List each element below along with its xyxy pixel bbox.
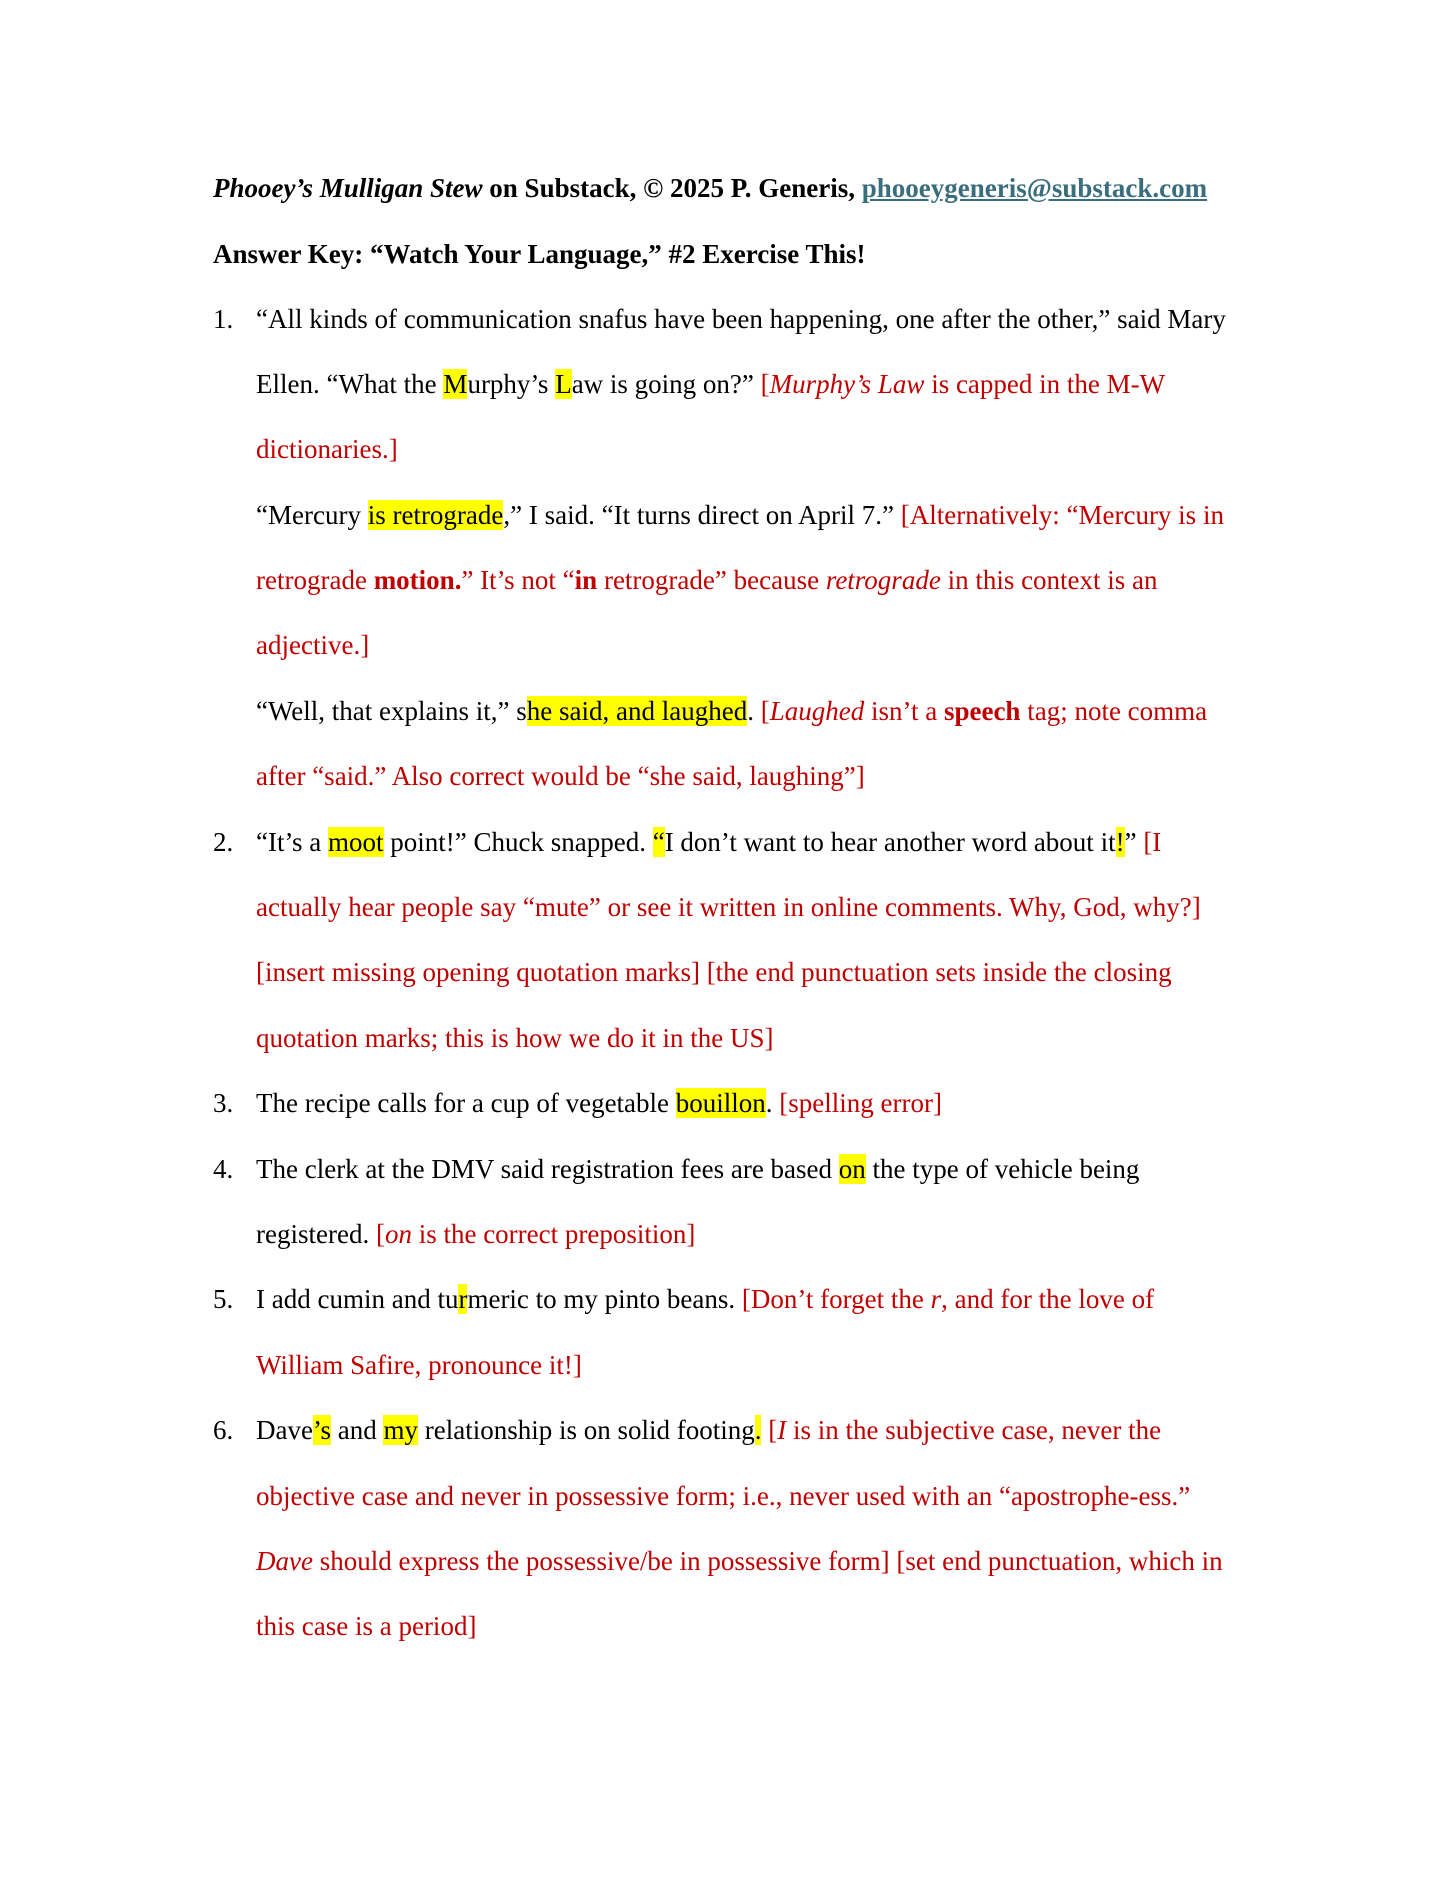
item-number-2: 2. — [213, 827, 234, 857]
highlighted-correction: my — [383, 1415, 418, 1445]
header-byline — [213, 171, 1207, 205]
correction-note: ” It’s not “ — [461, 565, 575, 595]
correction-note: r — [930, 1284, 942, 1314]
document-title: Answer Key: “Watch Your Language,” #2 Exercise This! — [213, 239, 866, 269]
sentence-text: Dave — [256, 1415, 313, 1445]
correction-note: after “said.” Also correct would be “she said, laughing”] — [256, 761, 865, 791]
highlighted-correction: . — [754, 1415, 762, 1445]
correction-note: retrograde — [256, 565, 374, 595]
correction-note: [I — [1143, 827, 1162, 857]
correction-note: , and for the love of — [941, 1284, 1155, 1314]
sentence-text: ,” I said. “It turns direct on April 7.” — [503, 500, 901, 530]
sentence-text: “All kinds of communication snafus have been happening, one after the other,” said Mary — [256, 304, 1226, 334]
correction-note: [ — [375, 1219, 385, 1249]
highlighted-correction: moot — [327, 827, 384, 857]
item-4-line-2 — [256, 1217, 695, 1251]
item-5-line-2 — [256, 1348, 582, 1382]
highlighted-correction: on — [838, 1154, 866, 1184]
highlighted-correction: ’s — [312, 1415, 331, 1445]
sentence-text: and — [330, 1415, 384, 1445]
publication-name: Phooey’s Mulligan Stew — [213, 173, 483, 203]
correction-note: Murphy’s Law — [769, 369, 925, 399]
correction-note: retrograde — [825, 565, 941, 595]
sentence-text: relationship is on solid footing — [417, 1415, 755, 1445]
sentence-text: . — [747, 696, 761, 726]
correction-note: adjective.] — [256, 630, 370, 660]
byline-text: on Substack, © 2025 P. Generis, — [482, 173, 862, 203]
correction-note: in this context is an — [940, 565, 1158, 595]
item-1-line-4 — [256, 498, 1224, 532]
correction-note: Dave — [256, 1546, 313, 1576]
sentence-text: “Mercury — [256, 500, 368, 530]
correction-note: I — [777, 1415, 787, 1445]
sentence-text: the type of vehicle being — [865, 1154, 1140, 1184]
highlighted-correction: bouillon — [675, 1088, 766, 1118]
item-5-line-1 — [256, 1282, 1154, 1316]
highlighted-correction: he said, and laughed — [526, 696, 748, 726]
correction-note: [insert missing opening quotation marks] [the end punctuation sets inside the closing — [256, 957, 1172, 987]
item-number-6: 6. — [213, 1415, 234, 1445]
correction-note: dictionaries.] — [256, 434, 398, 464]
correction-note: [Alternatively: “Mercury is in — [900, 500, 1224, 530]
correction-note: [spelling error] — [779, 1088, 942, 1118]
item-1-line-3 — [256, 432, 398, 466]
correction-note: in — [574, 565, 598, 595]
correction-note: is in the subjective case, never the — [786, 1415, 1162, 1445]
sentence-text: urphy’s — [467, 369, 556, 399]
item-1-line-2 — [256, 367, 1165, 401]
email-link[interactable]: phooeygeneris@substack.com — [861, 173, 1208, 203]
sentence-text: aw is going on?” — [571, 369, 761, 399]
item-1-line-8 — [256, 759, 865, 793]
sentence-text: I don’t want to hear another word about it — [664, 827, 1116, 857]
correction-note: speech — [943, 696, 1021, 726]
sentence-text: . — [765, 1088, 780, 1118]
item-2-line-3 — [256, 955, 1172, 989]
item-number-5: 5. — [213, 1284, 234, 1314]
item-number-3: 3. — [213, 1088, 234, 1118]
item-6-line-2 — [256, 1479, 1190, 1513]
correction-note: isn’t a — [864, 696, 944, 726]
sentence-text: The recipe calls for a cup of vegetable — [256, 1088, 676, 1118]
highlighted-correction: L — [555, 369, 572, 399]
sentence-text: meric to my pinto beans. — [467, 1284, 742, 1314]
sentence-text: ” — [1124, 827, 1144, 857]
item-6-line-4 — [256, 1609, 476, 1643]
sentence-text: The clerk at the DMV said registration fees are based — [256, 1154, 839, 1184]
sentence-text: “Well, that explains it,” s — [256, 696, 527, 726]
item-number-4: 4. — [213, 1154, 234, 1184]
item-number-1: 1. — [213, 304, 234, 334]
highlighted-correction: ! — [1115, 827, 1125, 857]
item-2-line-1 — [256, 825, 1161, 859]
sentence-text: Ellen. “What the — [256, 369, 444, 399]
correction-note: objective case and never in possessive form; i.e., never used with an “apostrophe-ess.” — [256, 1481, 1191, 1511]
correction-note: [ — [768, 1415, 778, 1445]
item-1-line-5 — [256, 563, 1158, 597]
item-1-line-1 — [256, 302, 1226, 336]
highlighted-correction: is retrograde — [367, 500, 504, 530]
sentence-text: “It’s a — [256, 827, 328, 857]
correction-note: is capped in the M-W — [924, 369, 1166, 399]
correction-note: should express the possessive/be in possessive form] [set end punctuation, which in — [312, 1546, 1223, 1576]
sentence-text: registered. — [256, 1219, 376, 1249]
item-2-line-4 — [256, 1021, 773, 1055]
highlighted-correction: M — [443, 369, 468, 399]
item-6-line-3 — [256, 1544, 1223, 1578]
correction-note: Laughed — [769, 696, 865, 726]
sentence-text: point!” Chuck snapped. — [383, 827, 653, 857]
item-1-line-6 — [256, 628, 369, 662]
item-6-line-1 — [256, 1413, 1161, 1447]
correction-note: tag; note comma — [1020, 696, 1208, 726]
sentence-text: I add cumin and tu — [256, 1284, 459, 1314]
correction-note: motion. — [373, 565, 462, 595]
item-1-line-7 — [256, 694, 1207, 728]
correction-note: on — [384, 1219, 412, 1249]
correction-note: is the correct preposition] — [411, 1219, 696, 1249]
item-2-line-2 — [256, 890, 1201, 924]
correction-note: actually hear people say “mute” or see it written in online comments. Why, God, why?] — [256, 892, 1201, 922]
correction-note: [ — [760, 696, 770, 726]
item-4-line-1 — [256, 1152, 1139, 1186]
correction-note: [ — [760, 369, 770, 399]
correction-note: this case is a period] — [256, 1611, 477, 1641]
correction-note: quotation marks; this is how we do it in the US] — [256, 1023, 774, 1053]
highlighted-correction: r — [458, 1284, 468, 1314]
item-3-line-1 — [256, 1086, 942, 1120]
correction-note: retrograde” because — [597, 565, 826, 595]
highlighted-correction: “ — [652, 827, 665, 857]
correction-note: [Don’t forget the — [741, 1284, 931, 1314]
correction-note: William Safire, pronounce it!] — [256, 1350, 582, 1380]
